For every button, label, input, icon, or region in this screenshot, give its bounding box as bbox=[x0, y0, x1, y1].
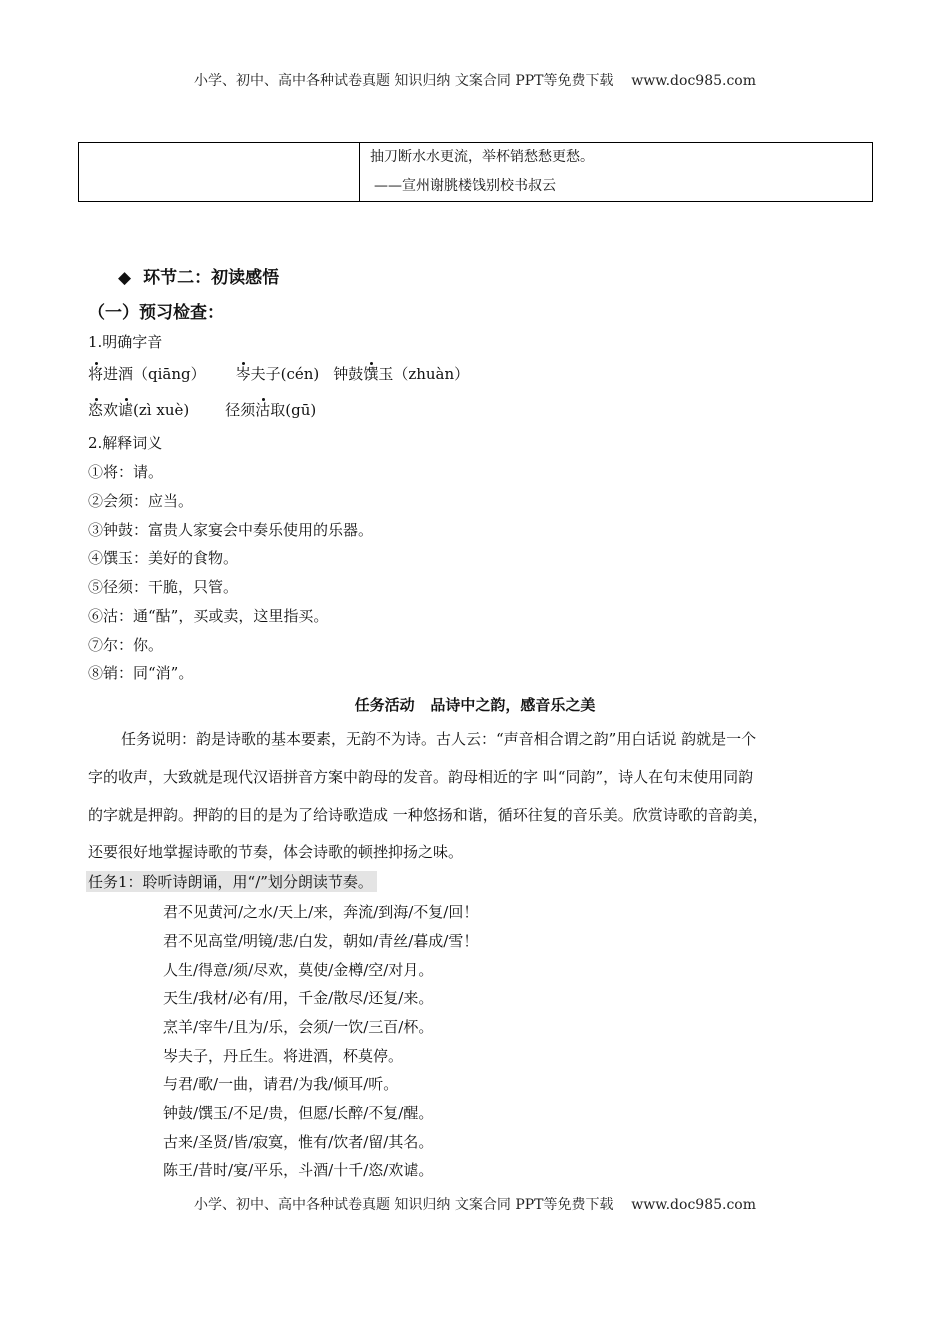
section-heading bbox=[118, 263, 279, 288]
dotted-char: 将 bbox=[88, 365, 104, 383]
poem-line: 天生/我材/必有/用，千金/散尽/还复/来。 bbox=[163, 989, 434, 1007]
poem-line: 陈王/昔时/宴/平乐，斗酒/十千/恣/欢谑。 bbox=[163, 1161, 434, 1179]
pronunciation-text: 钟鼓 bbox=[333, 365, 364, 383]
pronunciation-row-2 bbox=[88, 399, 316, 420]
poem-line: 岑夫子，丹丘生。将进酒，杯莫停。 bbox=[163, 1047, 404, 1065]
pronunciation-text: 夫子(cén) bbox=[250, 365, 320, 383]
page-footer: 小学、初中、高中各种试卷真题 知识归纳 文案合同 PPT等免费下载 www.doc985.com bbox=[193, 1197, 756, 1213]
poem-line: 人生/得意/须/尽欢，莫使/金樽/空/对月。 bbox=[163, 961, 434, 979]
vocab-item: ⑧销：同“消”。 bbox=[88, 664, 194, 682]
pronunciation-text: 径须 bbox=[225, 401, 256, 419]
diamond-icon: ◆ bbox=[118, 268, 132, 288]
vocab-item: ①将：请。 bbox=[88, 463, 164, 481]
task-description-line: 任务说明：韵是诗歌的基本要素，无韵不为诗。古人云：“声音相合谓之韵”用白话说 韵就是一个 bbox=[121, 730, 757, 748]
task-title: 任务活动 品诗中之韵，感音乐之美 bbox=[354, 696, 596, 714]
pronunciation-text: 取(gū) bbox=[270, 401, 317, 419]
vocab-item: ④馔玉：美好的食物。 bbox=[88, 549, 239, 567]
dotted-char: 谑 bbox=[118, 401, 134, 419]
poem-source: ——宣州谢朓楼饯别校书叔云 bbox=[374, 178, 556, 194]
pronunciation-text: 进酒（qiāng） bbox=[103, 365, 206, 383]
poem-line: 古来/圣贤/皆/寂寞，惟有/饮者/留/其名。 bbox=[163, 1133, 434, 1151]
subsection-heading: （一）预习检查： bbox=[88, 303, 224, 323]
vocab-item: ⑦尔：你。 bbox=[88, 636, 164, 654]
pronunciation-text: (zì xuè) bbox=[133, 401, 190, 419]
previous-page-table bbox=[78, 142, 873, 202]
pronunciation-text: 玉（zhuàn） bbox=[378, 365, 470, 383]
vocab-heading: 2.解释词义 bbox=[88, 434, 163, 452]
dotted-char: 沽 bbox=[255, 401, 271, 419]
vocab-item: ⑥沽：通“酤”，买或卖，这里指买。 bbox=[88, 607, 329, 625]
poem-closing-line: 抽刀断水水更流，举杯销愁愁更愁。 bbox=[370, 149, 594, 165]
poem-line: 烹羊/宰牛/且为/乐，会须/一饮/三百/杯。 bbox=[163, 1018, 434, 1036]
table-left-cell bbox=[79, 143, 360, 202]
section-title: 环节二：初读感悟 bbox=[143, 268, 280, 288]
poem-line: 君不见黄河/之水/天上/来，奔流/到海/不复/回！ bbox=[163, 903, 479, 921]
poem-line: 钟鼓/馔玉/不足/贵，但愿/长醉/不复/醒。 bbox=[163, 1104, 434, 1122]
task-1-instruction: 任务1：聆听诗朗诵，用“/”划分朗读节奏。 bbox=[86, 871, 377, 892]
dotted-char: 恣 bbox=[88, 401, 104, 419]
poem-line: 与君/歌/一曲，请君/为我/倾耳/听。 bbox=[163, 1075, 399, 1093]
dotted-char: 岑 bbox=[235, 365, 251, 383]
vocab-item: ②会须：应当。 bbox=[88, 492, 194, 510]
task-description-line: 还要很好地掌握诗歌的节奏，体会诗歌的顿挫抑扬之味。 bbox=[88, 843, 464, 861]
table-right-cell bbox=[360, 143, 873, 202]
vocab-item: ⑤径须：干脆，只管。 bbox=[88, 578, 239, 596]
poem-line: 君不见高堂/明镜/悲/白发，朝如/青丝/暮成/雪！ bbox=[163, 932, 479, 950]
dotted-char: 馔 bbox=[363, 365, 379, 383]
vocab-item: ③钟鼓：富贵人家宴会中奏乐使用的乐器。 bbox=[88, 521, 374, 539]
pronunciation-text: 欢 bbox=[103, 401, 119, 419]
page-header: 小学、初中、高中各种试卷真题 知识归纳 文案合同 PPT等免费下载 www.doc985.com bbox=[193, 73, 756, 89]
task-description-line: 字的收声，大致就是现代汉语拼音方案中韵母的发音。韵母相近的字 叫“同韵”，诗人在句末使用同韵 bbox=[88, 768, 754, 786]
pronunciation-row-1 bbox=[88, 363, 469, 384]
pronunciation-heading: 1.明确字音 bbox=[88, 333, 163, 351]
task-description-line: 的字就是押韵。押韵的目的是为了给诗歌造成 一种悠扬和谐，循环往复的音乐美。欣赏诗歌的音韵美， bbox=[88, 806, 768, 824]
